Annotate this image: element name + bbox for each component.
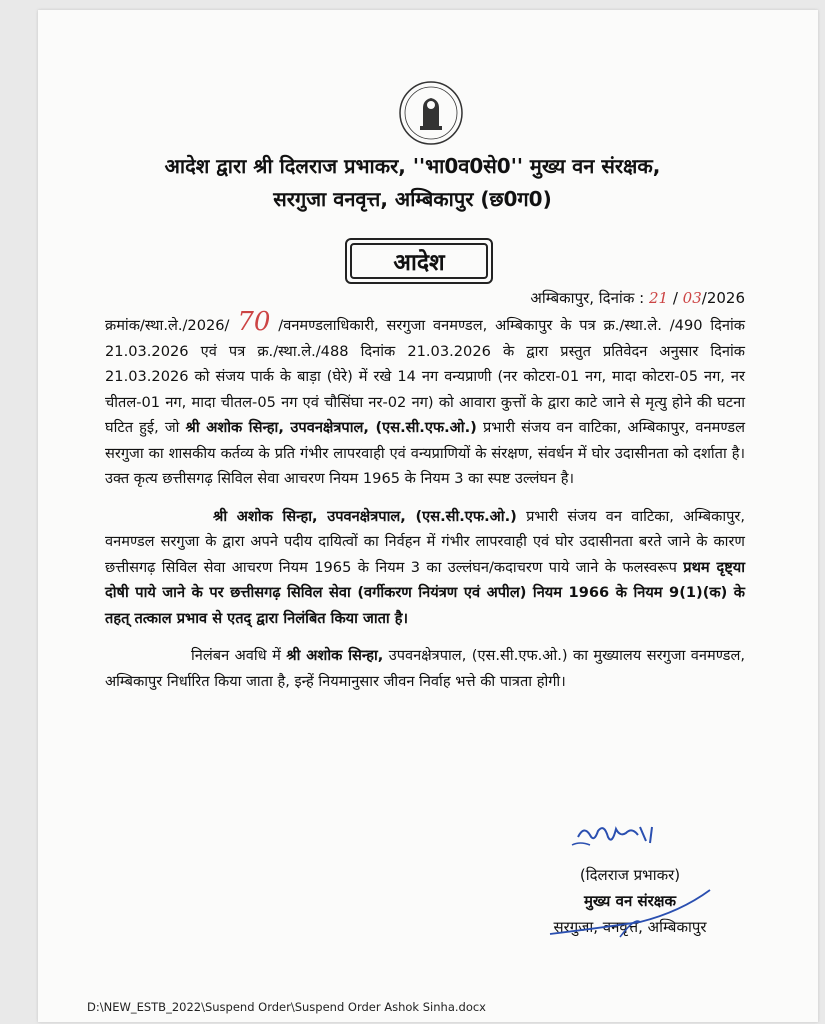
date-day: 21	[648, 289, 669, 307]
date-line: अम्बिकापुर, दिनांक : 21 / 03/2026	[530, 289, 745, 307]
paragraph-3-text: उपवनक्षेत्रपाल, (एस.सी.एफ.ओ.) का मुख्यालय सरगुजा वनमण्डल, अम्बिकापुर निर्धारित किया जाता है, इन्हें नियमानुसार जीवन निर्वाह भत्ते की पात्रता होगी।	[105, 647, 746, 690]
signatory-office: सरगुजा, वनवृत्त, अम्बिकापुर	[553, 918, 707, 936]
document-heading	[60, 150, 765, 216]
heading-line-1: आदेश द्वारा श्री दिलराज प्रभाकर, ''भा0व0से0'' मुख्य वन संरक्षक,	[164, 154, 661, 178]
officer-name-3: श्री अशोक सिन्हा,	[286, 647, 384, 664]
initials-signature-icon	[560, 815, 680, 855]
paragraph-2	[105, 504, 745, 632]
paragraph-3	[105, 643, 745, 694]
paragraph-1	[105, 307, 746, 492]
officer-name-2: श्री अशोक सिन्हा, उपवनक्षेत्रपाल, (एस.सी.एफ.ओ.)	[213, 507, 517, 525]
signature-stroke-icon	[540, 882, 720, 942]
order-title-box	[345, 238, 493, 284]
paragraph-1-end: प्रभारी संजय वन वाटिका, अम्बिकापुर, वनमण्डल सरगुजा का शासकीय कर्तव्य के प्रति गंभीर लापरवाही एवं वन्यप्राणियों के संरक्षण, संवर्धन में घोर उदासीनता को दर्शाता है। उक्त कृत्य छत्तीसगढ़ सिविल सेवा आचरण नियम 1965 के नियम 3 का स्पष्ट उल्लंघन है।	[105, 419, 746, 487]
date-year: /2026	[701, 289, 745, 307]
order-number-prefix: क्रमांक/स्था.ले./2026/	[105, 317, 230, 334]
date-month: 03	[682, 289, 702, 307]
heading-line-2: सरगुजा वनवृत्त, अम्बिकापुर (छ0ग0)	[273, 187, 552, 211]
date-prefix: अम्बिकापुर, दिनांक :	[530, 289, 645, 307]
order-number: 70	[237, 307, 271, 337]
state-emblem-icon	[398, 78, 464, 148]
signatory-designation: मुख्य वन संरक्षक	[583, 892, 677, 910]
order-body	[105, 307, 746, 706]
signatory-name: (दिलराज प्रभाकर)	[579, 866, 681, 884]
paragraph-1-text: /वनमण्डलाधिकारी, सरगुजा वनमण्डल, अम्बिकापुर के पत्र क्र./स्था.ले. /490 दिनांक 21.03.2026 एवं पत्र क्र./स्था.ले./488 दिनांक 21.03.2026 के द्वारा प्रस्तुत प्रतिवेदन अनुसार दिनांक 21.03.2026 को संजय पार्क के बाड़ा (घेरे) में रखे 14 नग वन्यप्राणी (नर कोटरा-01 नग, मादा कोटरा-05 नग, नर चीतल-01 नग, मादा चीतल-05 नग एवं चौसिंघा नर-02 नग) को आवारा कुत्तों के द्वारा काटे जाने से मृत्यु होने की घटना घटित हुई, जो	[105, 317, 746, 436]
paragraph-2-text: प्रभारी संजय वन वाटिका, अम्बिकापुर, वनमण्डल सरगुजा के द्वारा अपने पदीय दायित्वों का निर्वहन में गंभीर लापरवाही एवं घोर उदासीनता बरते जाने के कारण छत्तीसगढ़ सिविल सेवा आचरण नियम 1965 के नियम 3 का उल्लंघन/कदाचरण पाये जाने के फलस्वरूप	[105, 507, 745, 576]
paragraph-3-start: निलंबन अवधि में	[191, 647, 281, 664]
file-path-footer: D:\NEW_ESTB_2022\Suspend Order\Suspend Order Ashok Sinha.docx	[87, 1000, 486, 1014]
officer-name-1: श्री अशोक सिन्हा, उपवनक्षेत्रपाल, (एस.सी.एफ.ओ.)	[185, 419, 477, 436]
suspension-clause: प्रथम दृष्ट्या दोषी पाये जाने के पर छत्तीसगढ़ सिविल सेवा (वर्गीकरण नियंत्रण एवं अपील) नियम 1966 के नियम 9(1)(क) के तहत् तत्काल प्रभाव से एतद् द्वारा निलंबित किया जाता है।	[105, 558, 745, 627]
order-title: आदेश	[393, 250, 445, 276]
